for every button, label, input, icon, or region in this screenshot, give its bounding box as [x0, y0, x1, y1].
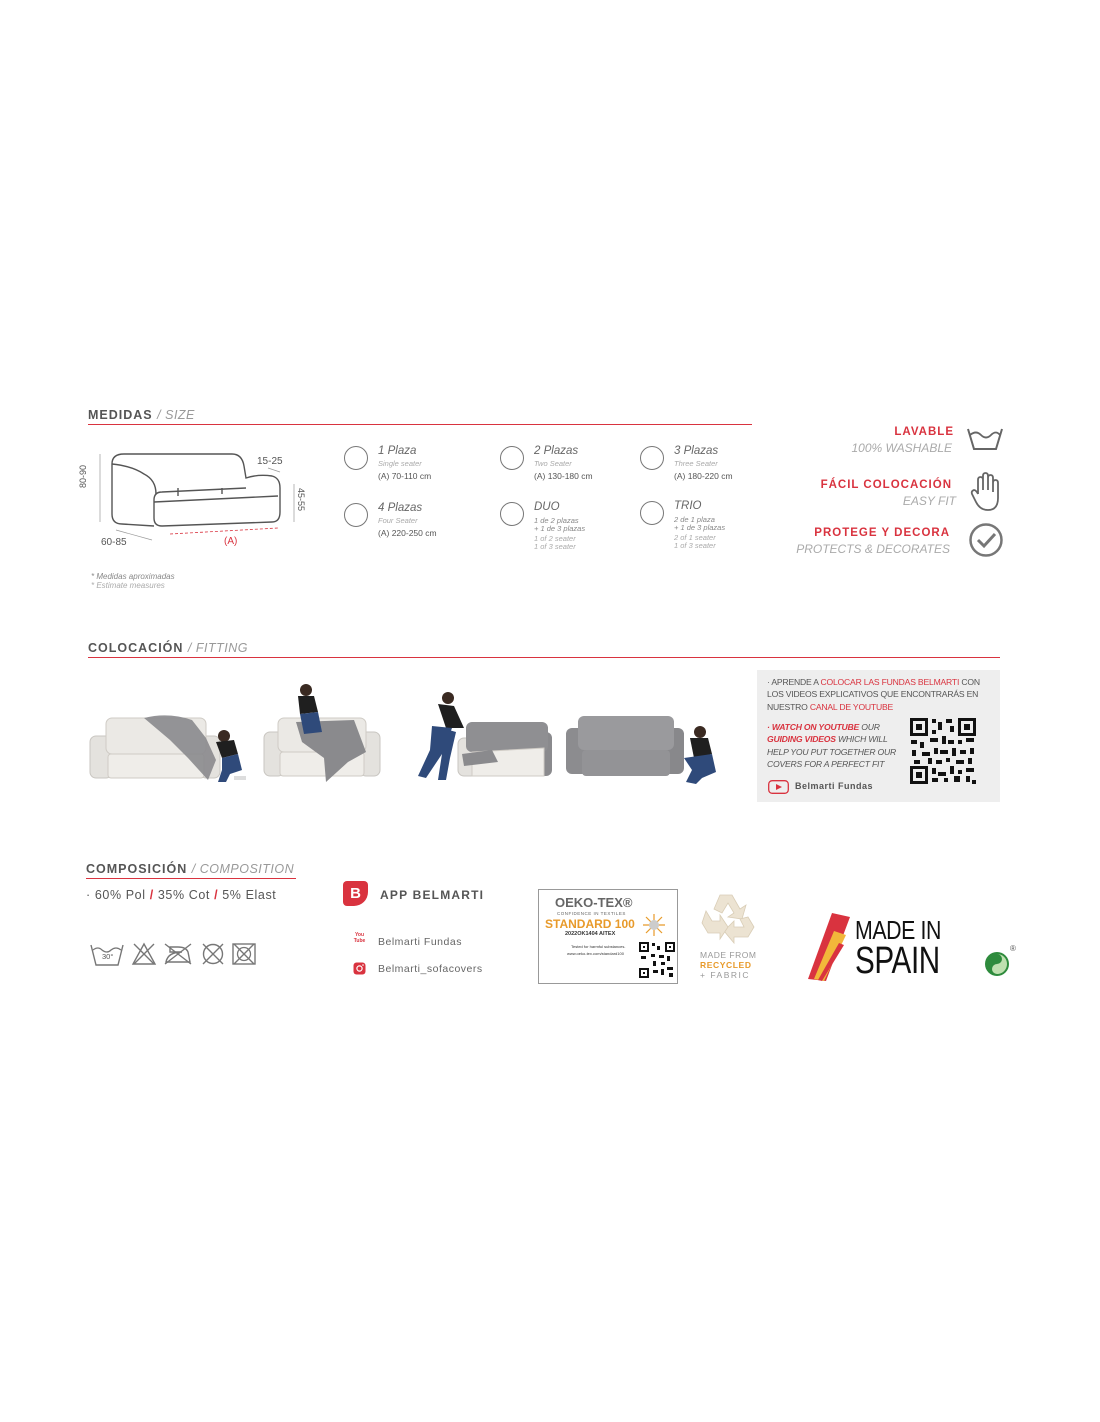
fitting-section-rule [88, 657, 1000, 658]
app-youtube-link[interactable]: Belmarti Fundas [378, 936, 462, 948]
recycle-icon [698, 887, 758, 947]
radio-circle[interactable] [344, 503, 368, 527]
spain-flag-swoosh-icon [806, 911, 854, 983]
washing-tub-icon [966, 425, 1004, 453]
app-instagram-link[interactable]: Belmarti_sofacovers [378, 963, 483, 975]
app-title: APP BELMARTI [380, 888, 485, 902]
fitting-text-en: · WATCH ON YOUTUBE OUR GUIDING VIDEOS WHICH WILL HELP YOU PUT TOGETHER OUR COVERS FOR A PERFECT FIT [767, 722, 897, 769]
option-duo[interactable]: DUO 1 de 2 plazas + 1 de 3 plazas 1 of 2 seater 1 of 3 seater [500, 502, 650, 562]
check-circle-icon [968, 522, 1004, 558]
feature-protects-en: PROTECTS & DECORATES [796, 542, 950, 556]
radio-circle[interactable] [500, 502, 524, 526]
feature-washable-es: LAVABLE [894, 426, 954, 438]
green-dot-registered-mark: ® [1010, 944, 1016, 953]
option-4-plazas[interactable]: 4 Plazas Four Seater (A) 220-250 cm [344, 503, 494, 563]
instagram-icon[interactable] [353, 962, 366, 975]
no-bleach-icon [131, 942, 157, 966]
spain-text: SPAIN [855, 940, 940, 982]
fitting-step-1-image [88, 710, 258, 786]
fitting-step-2-image [262, 682, 384, 786]
feature-easyfit-en: EASY FIT [902, 494, 956, 508]
fitting-step-4-image [564, 712, 724, 788]
dim-depth: 60-85 [101, 537, 127, 548]
no-iron-icon [162, 942, 194, 966]
composition-values: · 60% Pol / 35% Cot / 5% Elast [86, 888, 277, 902]
size-section-title: MEDIDAS / SIZE [88, 408, 195, 422]
recycled-text-1: MADE FROM [700, 950, 757, 960]
size-note-en: * Estimate measures [91, 581, 165, 590]
radio-circle[interactable] [640, 446, 664, 470]
dim-length: (A) [224, 536, 238, 547]
oekotex-label: OEKO-TEX® CONFIDENCE IN TEXTILES STANDARD 100 2022OK1404 AITEX Tested for harmful substances. www.oeko-tex.com/standard100 [538, 889, 678, 984]
radio-circle[interactable] [344, 446, 368, 470]
dim-back-height: 80-90 [78, 464, 88, 488]
no-tumble-dry-icon [231, 942, 257, 966]
dim-arm-width: 15-25 [257, 456, 283, 467]
youtube-info-box [757, 670, 1000, 802]
oekotex-sun-icon [643, 914, 665, 936]
hand-icon [970, 472, 1002, 512]
qr-code-icon[interactable] [908, 716, 978, 786]
youtube-channel-link[interactable]: Belmarti Fundas [795, 781, 874, 791]
radio-circle[interactable] [500, 446, 524, 470]
fitting-step-3-image [402, 688, 554, 788]
app-badge-icon[interactable]: B [343, 881, 368, 906]
made-in-text: MADE IN [855, 915, 941, 945]
fitting-text-es: · APRENDE A COLOCAR LAS FUNDAS BELMARTI CON LOS VIDEOS EXPLICATIVOS QUE ENCONTRARÁS EN NUESTRO CANAL DE YOUTUBE [767, 677, 980, 712]
feature-protects-es: PROTEGE Y DECORA [814, 527, 950, 539]
radio-circle[interactable] [640, 501, 664, 525]
option-3-plazas[interactable]: 3 Plazas Three Seater (A) 180-220 cm [640, 446, 790, 506]
dim-seat-height: 45-55 [296, 488, 306, 512]
feature-washable-en: 100% WASHABLE [851, 441, 952, 455]
option-1-plaza[interactable]: 1 Plaza Single seater (A) 70-110 cm [344, 446, 494, 506]
composition-section-title: COMPOSICIÓN / COMPOSITION [86, 862, 295, 876]
youtube-play-icon[interactable] [768, 780, 789, 794]
wash-temperature: 30° [102, 952, 114, 961]
option-2-plazas[interactable]: 2 Plazas Two Seater (A) 130-180 cm [500, 446, 650, 506]
option-trio[interactable]: TRIO 2 de 1 plaza + 1 de 3 plazas 2 of 1 seater 1 of 3 seater [640, 501, 790, 561]
recycled-text-2: RECYCLED [700, 960, 752, 970]
recycled-text-3: + FABRIC [700, 970, 751, 980]
fitting-section-title: COLOCACIÓN / FITTING [88, 641, 248, 655]
youtube-small-icon[interactable]: You Tube [353, 932, 366, 944]
green-dot-icon [984, 951, 1010, 977]
composition-section-rule [86, 878, 296, 879]
feature-easyfit-es: FÁCIL COLOCACIÓN [820, 479, 952, 491]
no-dry-clean-icon [200, 942, 226, 966]
size-note-es: * Medidas aproximadas [91, 572, 175, 581]
size-section-rule [88, 424, 752, 425]
oekotex-qr-icon [639, 942, 675, 978]
